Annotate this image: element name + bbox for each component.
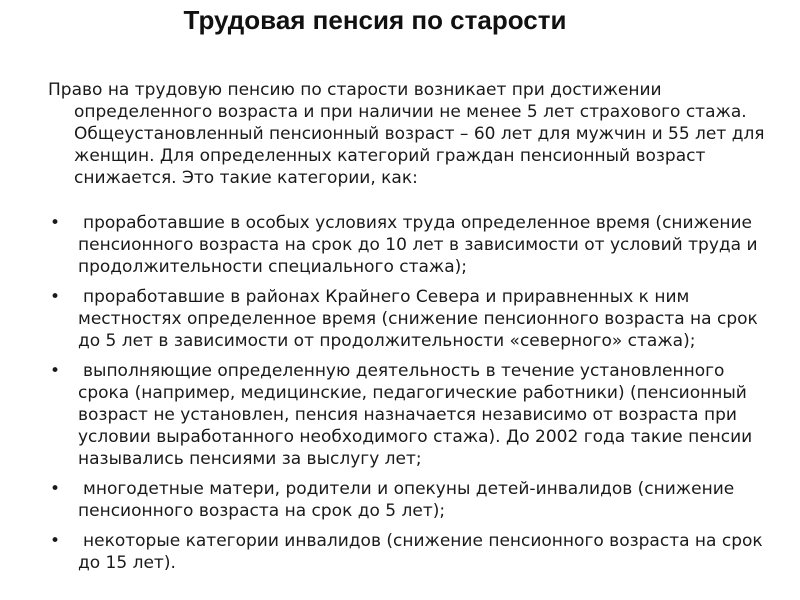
list-item-text: проработавшие в районах Крайнего Севера и приравненных к ним местностях определенное время (снижение пенсионного возраста на срок до 5 лет в зависимости от продолжительности «северного» стажа); bbox=[78, 287, 758, 351]
list-item bbox=[48, 360, 778, 470]
bullet-icon: • bbox=[50, 361, 61, 381]
category-list bbox=[48, 212, 778, 582]
bullet-icon: • bbox=[50, 479, 61, 499]
bullet-icon: • bbox=[50, 531, 61, 551]
list-item bbox=[48, 286, 778, 352]
list-item bbox=[48, 478, 778, 522]
page-title: Трудовая пенсия по старости bbox=[183, 5, 567, 35]
list-item-text: многодетные матери, родители и опекуны детей-инвалидов (снижение пенсионного возраста на срок до 5 лет); bbox=[78, 479, 735, 521]
intro-paragraph: Право на трудовую пенсию по старости возникает при достижении определенного возраста и при наличии не менее 5 лет страхового стажа. Общеустановленный пенсионный возраст – 60 лет для мужчин и 55 лет для женщин. Для определенных категорий граждан пенсионный возраст снижается. Это такие категории, как: bbox=[48, 80, 765, 188]
list-item bbox=[48, 212, 778, 278]
bullet-icon: • bbox=[50, 213, 61, 233]
bullet-icon: • bbox=[50, 287, 61, 307]
list-item-text: некоторые категории инвалидов (снижение пенсионного возраста на срок до 15 лет). bbox=[78, 531, 763, 573]
list-item-text: проработавшие в особых условиях труда определенное время (снижение пенсионного возраста на срок до 10 лет в зависимости от условий труда и продолжительности специального стажа); bbox=[78, 213, 758, 277]
list-item bbox=[48, 530, 778, 574]
list-item-text: выполняющие определенную деятельность в течение установленного срока (например, медицинские, педагогические работники) (пенсионный возраст не установлен, пенсия назначается независимо от возраста при условии выработанного необходимого стажа). До 2002 года такие пенсии назывались пенсиями за выслугу лет; bbox=[78, 361, 753, 469]
